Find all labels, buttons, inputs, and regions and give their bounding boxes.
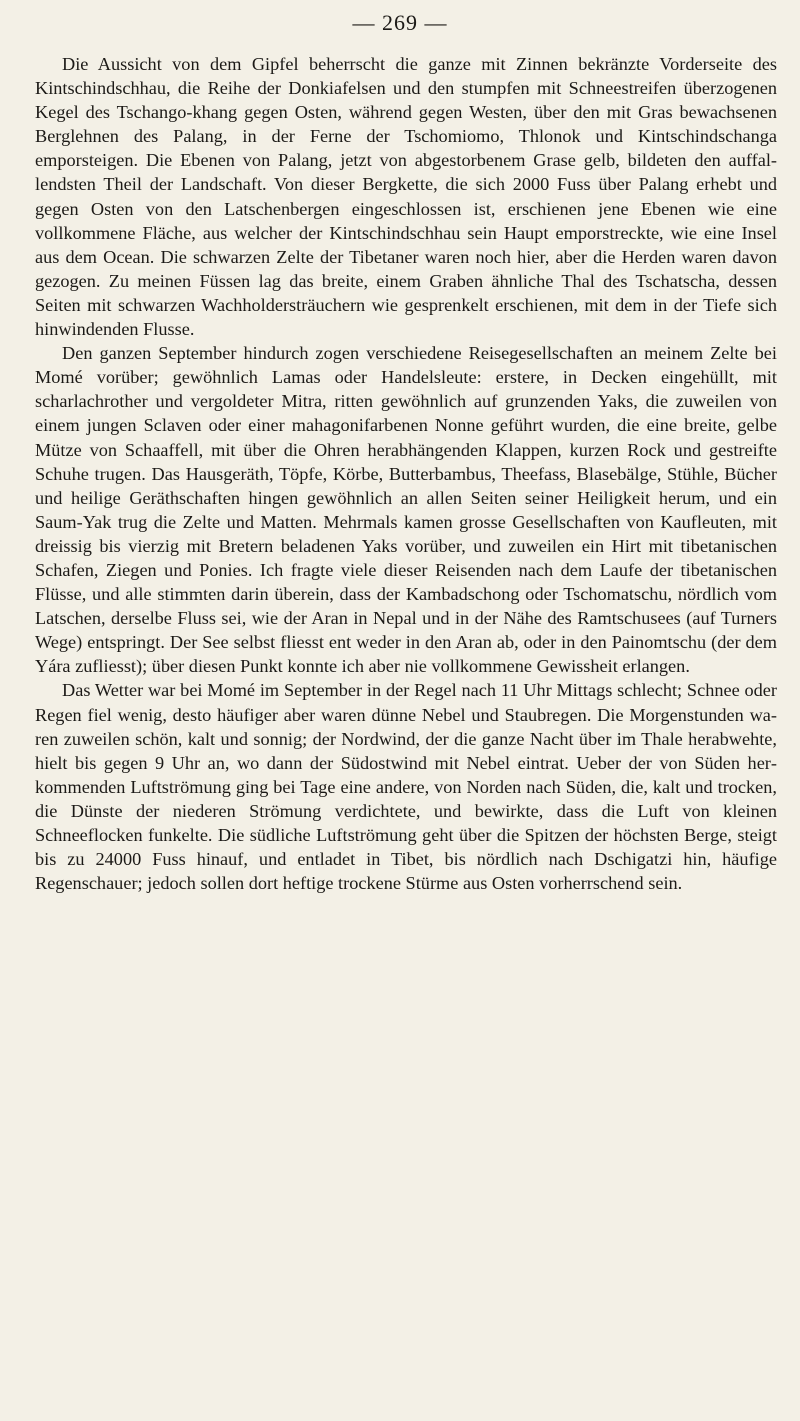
paragraph-1: Die Aussicht von dem Gipfel beherrscht die ganze mit Zinnen bekränzte Vorderseite des Kintschindschhau, die Reihe der Donkiafelsen und den stumpfen mit Schneestreifen überzogenen Kegel des Tschango-khang gegen Osten, während gegen Westen, über den mit Gras bewachsenen Berglehnen des Palang, in der Ferne der Tschomiomo, Thlonok und Kintschindschanga emporsteigen. Die Ebenen von Palang, jetzt von abgestorbenem Grase gelb, bildeten den auffallendsten Theil der Landschaft. Von dieser Bergkette, die sich 2000 Fuss über Palang erhebt und gegen Osten von den Latschenbergen eingeschlossen ist, erschienen jene Ebenen wie eine vollkommene Fläche, aus welcher der Kintschindschhau sein Haupt emporstreckte, wie eine Insel aus dem Ocean. Die schwarzen Zelte der Tibetaner waren noch hier, aber die Herden waren davon gezogen. Zu meinen Füssen lag das breite, einem Graben ähnliche Thal des Tschatscha, dessen Seiten mit schwarzen Wachholdersträuchern wie gesprenkelt erschienen, mit dem in der Tiefe sich hinwindenden Flusse. xyxy=(35,54,777,340)
page-number-header: — 269 — xyxy=(352,10,448,35)
body-text xyxy=(35,52,777,895)
paragraph-2: Den ganzen September hindurch zogen verschiedene Reisegesellschaften an meinem Zelte bei Momé vorüber; gewöhnlich Lamas oder Handelsleute: erstere, in Decken eingehüllt, mit scharlachrother und vergoldeter Mitra, ritten gewöhnlich auf grunzenden Yaks, die zuweilen von einem jungen Sclaven oder einer mahagonifarbenen Nonne geführt wurden, die eine breite, gelbe Mütze von Schaaffell, mit über die Ohren herabhängenden Klappen, kurzen Rock und gestreifte Schuhe trugen. Das Hausgeräth, Töpfe, Körbe, Butterbambus, Theefass, Blasebälge, Stühle, Bücher und heilige Geräthschaften hingen gewöhnlich an allen Seiten seiner Heiligkeit herum, und ein Saum-Yak trug die Zelte und Matten. Mehrmals kamen grosse Gesellschaften von Kaufleuten, mit dreissig bis vierzig mit Bretern beladenen Yaks vorüber, und zuweilen ein Hirt mit tibetanischen Schafen, Ziegen und Ponies. Ich fragte viele dieser Reisenden nach dem Laufe der tibetanischen Flüsse, und alle stimmten darin überein, dass der Kambadschong oder Tschomatschu, nördlich vom Latschen, derselbe Fluss sei, wie der Aran in Nepal und in der Nähe des Ramtschusees (auf Turners Wege) entspringt. Der See selbst fliesst ent weder in den Aran ab, oder in den Painomtschu (der dem Yára zufliesst); über diesen Punkt konnte ich aber nie vollkommene Gewissheit erlangen. xyxy=(35,343,777,677)
paragraph-3: Das Wetter war bei Momé im September in der Regel nach 11 Uhr Mittags schlecht; Schnee oder Regen fiel wenig, desto häufiger aber waren dünne Nebel und Staubregen. Die Morgenstunden waren zuweilen schön, kalt und sonnig; der Nordwind, der die ganze Nacht über im Thale herabwehte, hielt bis gegen 9 Uhr an, wo dann der Südostwind mit Nebel eintrat. Ueber der von Süden herkommenden Luftströmung ging bei Tage eine andere, von Norden nach Süden, die, kalt und trocken, die Dünste der niederen Strömung verdichtete, und bewirkte, dass die Luft von kleinen Schneeflocken funkelte. Die südliche Luftströmung geht über die Spitzen der höchsten Berge, steigt bis zu 24000 Fuss hinauf, und entladet in Tibet, bis nördlich nach Dschigatzi hin, häufige Regenschauer; jedoch sollen dort heftige trockene Stürme aus Osten vorherrschend sein. xyxy=(35,680,777,894)
